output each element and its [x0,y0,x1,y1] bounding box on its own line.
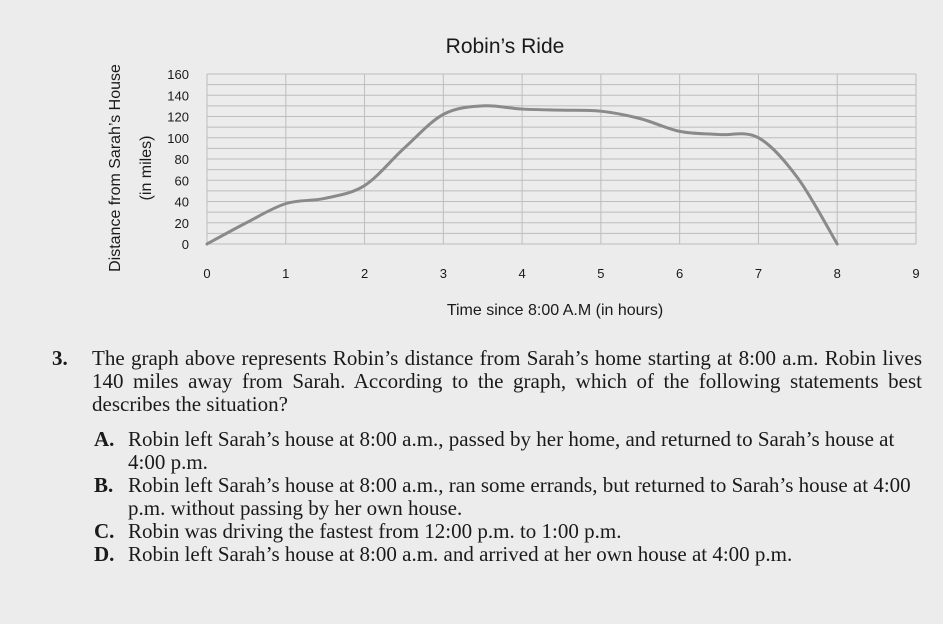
answer-options [52,428,922,566]
y-axis-unit: (in miles) [138,135,155,201]
y-tick-label: 80 [174,152,189,167]
y-tick-label: 160 [167,67,189,82]
x-tick-label: 7 [754,266,763,281]
x-tick-label: 9 [912,266,920,281]
option-text: Robin left Sarah’s house at 8:00 a.m. and arrived at her own house at 4:00 p.m. [128,542,793,566]
answer-option-a[interactable] [94,428,922,474]
question-block [52,347,922,566]
option-text: Robin left Sarah’s house at 8:00 a.m., ran some errands, but returned to Sarah’s house at 4:00 p.m. without passing by her own house. [128,473,911,520]
option-letter: A. [94,427,115,451]
option-letter: B. [94,473,114,497]
x-tick-label: 0 [203,266,211,281]
y-tick-label: 120 [167,109,189,125]
x-tick-label: 6 [676,266,684,281]
x-tick-label: 2 [360,266,369,281]
option-letter: C. [94,519,115,543]
option-text: Robin was driving the fastest from 12:00 p.m. to 1:00 p.m. [128,519,622,543]
y-tick-label: 100 [167,130,189,146]
y-tick-label: 20 [174,215,189,231]
y-tick-labels [167,67,189,252]
x-tick-label: 5 [597,266,605,281]
question-number: 3. [52,346,68,370]
x-axis-label: Time since 8:00 A.M (in hours) [446,302,664,319]
y-axis-label: Distance from Sarah’s House [107,64,124,272]
question-text: The graph above represents Robin’s distance from Sarah’s home starting at 8:00 a.m. Robin lives 140 miles away from Sarah. According to the graph, which of the following statements best describes the situation? [92,346,922,416]
x-tick-label: 4 [518,266,526,281]
y-tick-label: 60 [174,173,189,189]
y-tick-label: 140 [167,88,189,104]
option-letter: D. [94,542,115,566]
answer-option-b[interactable] [94,474,922,520]
x-tick-labels [203,266,919,281]
option-text: Robin left Sarah’s house at 8:00 a.m., passed by her home, and returned to Sarah’s house at 4:00 p.m. [128,427,895,474]
x-tick-label: 3 [439,266,447,281]
x-tick-label: 1 [282,266,290,281]
answer-option-c[interactable] [94,520,922,543]
answer-option-d[interactable] [94,543,922,566]
chart-grid [207,74,916,244]
chart-title: Robin’s Ride [445,35,565,58]
x-tick-label: 8 [833,266,841,281]
y-tick-label: 40 [174,194,189,210]
y-tick-label: 0 [181,237,189,252]
